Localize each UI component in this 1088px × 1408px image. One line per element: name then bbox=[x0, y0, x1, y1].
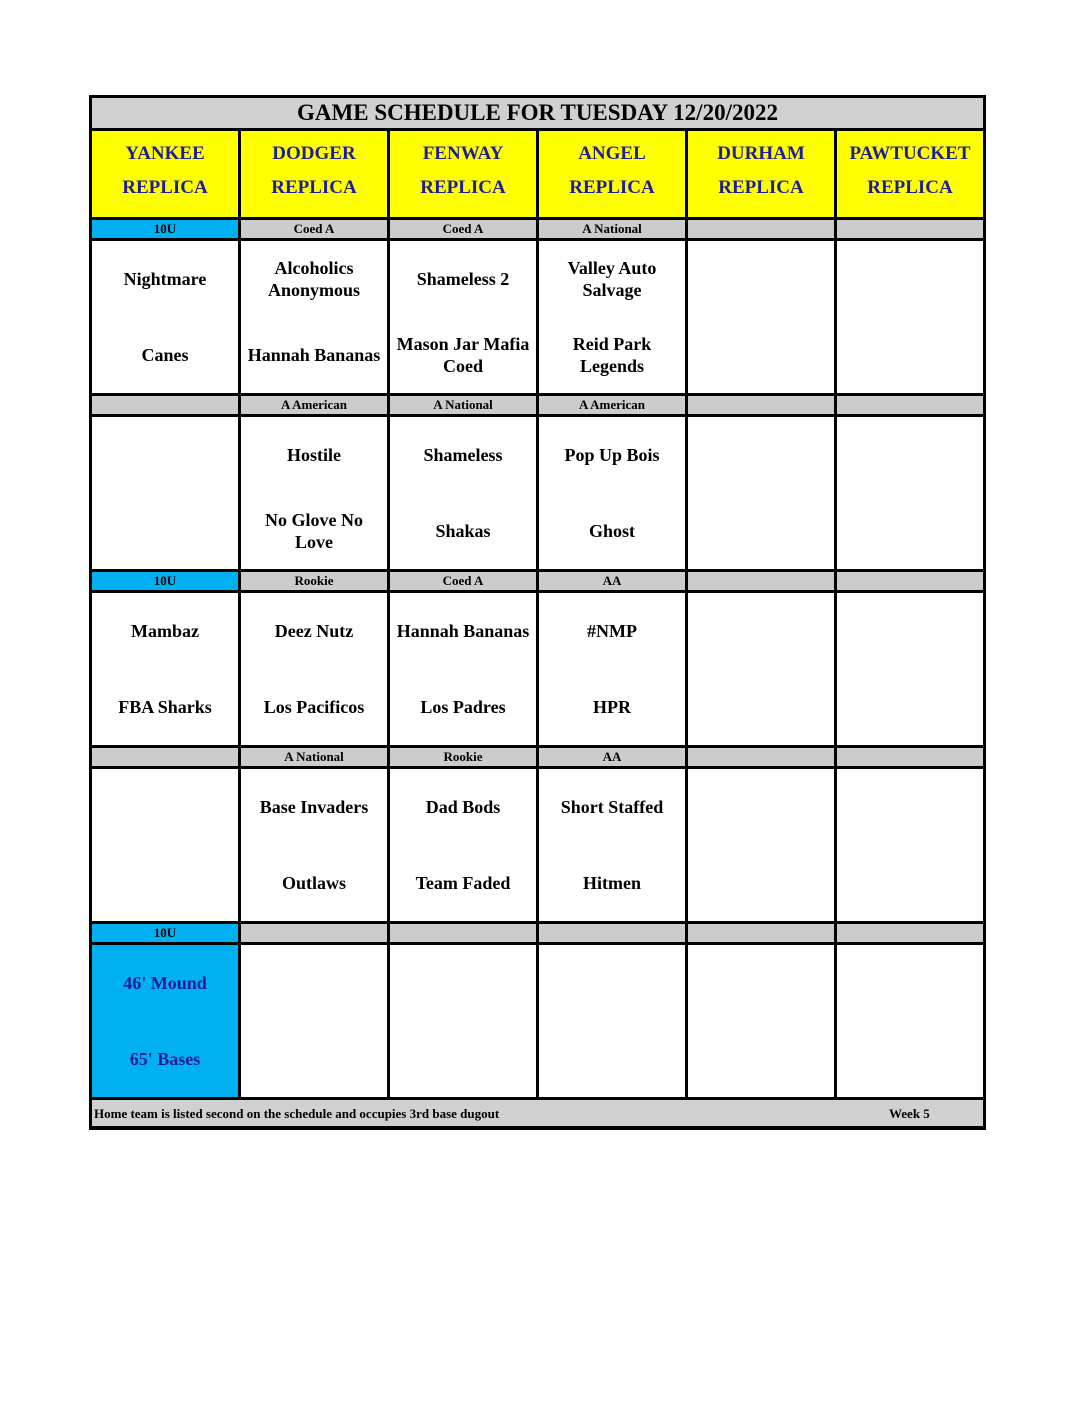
home-team bbox=[92, 845, 238, 921]
field-header-angel bbox=[539, 131, 685, 217]
division-label: 10U bbox=[92, 924, 238, 942]
game-cell bbox=[539, 417, 685, 569]
division-label bbox=[92, 396, 238, 414]
home-team: No Glove No Love bbox=[265, 510, 363, 552]
division-label: 10U bbox=[92, 572, 238, 590]
division-label: A American bbox=[539, 396, 685, 414]
division-row bbox=[92, 396, 983, 414]
away-team bbox=[837, 417, 983, 493]
field-sub: REPLICA bbox=[569, 177, 655, 198]
division-row bbox=[92, 220, 983, 238]
division-label: A National bbox=[390, 396, 536, 414]
division-label bbox=[837, 220, 983, 238]
base-distance: 65' Bases bbox=[129, 1049, 201, 1069]
division-label bbox=[688, 572, 834, 590]
home-team bbox=[688, 1021, 834, 1097]
game-cell bbox=[390, 417, 536, 569]
away-team: Shameless 2 bbox=[416, 269, 510, 289]
away-team: Pop Up Bois bbox=[564, 445, 660, 465]
division-label: Rookie bbox=[241, 572, 387, 590]
game-cell bbox=[241, 417, 387, 569]
home-team: Hannah Bananas bbox=[247, 345, 381, 365]
game-cell bbox=[390, 769, 536, 921]
field-header-pawtucket bbox=[837, 131, 983, 217]
game-cell bbox=[241, 593, 387, 745]
home-team bbox=[688, 845, 834, 921]
division-label bbox=[241, 924, 387, 942]
home-team bbox=[688, 669, 834, 745]
division-row bbox=[92, 572, 983, 590]
away-team: Shameless bbox=[423, 445, 503, 465]
game-cell bbox=[837, 769, 983, 921]
game-cell bbox=[688, 945, 834, 1097]
field-header-fenway bbox=[390, 131, 536, 217]
game-cell bbox=[241, 769, 387, 921]
game-cell bbox=[241, 241, 387, 393]
away-team: Short Staffed bbox=[560, 797, 664, 817]
away-team bbox=[837, 769, 983, 845]
division-label bbox=[837, 748, 983, 766]
home-team bbox=[539, 1021, 685, 1097]
field-dimensions-cell bbox=[92, 945, 238, 1097]
week-label: Week 5 bbox=[889, 1106, 930, 1121]
division-label: A National bbox=[539, 220, 685, 238]
away-team bbox=[688, 593, 834, 669]
division-label: AA bbox=[539, 748, 685, 766]
away-team: Hannah Bananas bbox=[396, 621, 530, 641]
field-name: PAWTUCKET bbox=[849, 143, 971, 164]
division-label bbox=[688, 748, 834, 766]
division-label bbox=[688, 924, 834, 942]
home-team: Mason Jar Mafia Coed bbox=[396, 334, 530, 376]
game-cell bbox=[688, 593, 834, 745]
home-team bbox=[241, 1021, 387, 1097]
game-cell bbox=[837, 241, 983, 393]
games-row bbox=[92, 241, 983, 393]
home-team bbox=[688, 317, 834, 393]
division-label bbox=[539, 924, 685, 942]
division-label bbox=[688, 396, 834, 414]
away-team: Hostile bbox=[287, 445, 341, 465]
home-team: Shakas bbox=[435, 521, 491, 541]
away-team: Deez Nutz bbox=[274, 621, 354, 641]
home-team: Los Pacificos bbox=[263, 697, 365, 717]
field-name: DURHAM bbox=[717, 143, 805, 164]
away-team bbox=[837, 945, 983, 1021]
home-team bbox=[837, 317, 983, 393]
game-cell bbox=[688, 417, 834, 569]
home-team: Los Padres bbox=[420, 697, 506, 717]
game-cell bbox=[92, 593, 238, 745]
away-team bbox=[688, 769, 834, 845]
game-cell bbox=[241, 945, 387, 1097]
away-team bbox=[688, 241, 834, 317]
division-label bbox=[688, 220, 834, 238]
game-cell bbox=[837, 945, 983, 1097]
home-team bbox=[837, 1021, 983, 1097]
home-team: Outlaws bbox=[281, 873, 346, 893]
away-team bbox=[92, 769, 238, 845]
division-row bbox=[92, 924, 983, 942]
away-team: Valley Auto Salvage bbox=[567, 258, 657, 300]
field-header-durham bbox=[688, 131, 834, 217]
field-header-yankee bbox=[92, 131, 238, 217]
division-label bbox=[837, 572, 983, 590]
field-sub: REPLICA bbox=[271, 177, 357, 198]
division-row bbox=[92, 748, 983, 766]
game-cell bbox=[539, 945, 685, 1097]
game-cell bbox=[837, 593, 983, 745]
game-cell bbox=[92, 241, 238, 393]
division-label: Rookie bbox=[390, 748, 536, 766]
division-label bbox=[837, 924, 983, 942]
home-team: Canes bbox=[141, 345, 189, 365]
game-cell bbox=[837, 417, 983, 569]
away-team bbox=[837, 241, 983, 317]
games-row bbox=[92, 945, 983, 1097]
away-team bbox=[390, 945, 536, 1021]
home-team: Ghost bbox=[588, 521, 635, 541]
field-sub: REPLICA bbox=[420, 177, 506, 198]
division-label bbox=[837, 396, 983, 414]
away-team: Base Invaders bbox=[259, 797, 369, 817]
games-row bbox=[92, 593, 983, 745]
division-label bbox=[92, 748, 238, 766]
games-row bbox=[92, 417, 983, 569]
field-sub: REPLICA bbox=[122, 177, 208, 198]
home-team bbox=[837, 493, 983, 569]
division-label: Coed A bbox=[390, 572, 536, 590]
home-team: Hitmen bbox=[583, 873, 641, 893]
field-name: FENWAY bbox=[422, 143, 504, 164]
game-cell bbox=[539, 769, 685, 921]
footer-bar bbox=[92, 1100, 983, 1126]
division-label: A National bbox=[241, 748, 387, 766]
game-cell bbox=[539, 241, 685, 393]
home-team bbox=[92, 493, 238, 569]
home-team: Team Faded bbox=[415, 873, 511, 893]
division-label: AA bbox=[539, 572, 685, 590]
field-name: YANKEE bbox=[125, 143, 205, 164]
game-cell bbox=[390, 593, 536, 745]
mound-distance: 46' Mound bbox=[123, 973, 207, 993]
field-sub: REPLICA bbox=[867, 177, 953, 198]
schedule-title: GAME SCHEDULE FOR TUESDAY 12/20/2022 bbox=[92, 98, 983, 128]
away-team: Mambaz bbox=[131, 621, 199, 641]
away-team bbox=[837, 593, 983, 669]
division-label: Coed A bbox=[241, 220, 387, 238]
home-team: FBA Sharks bbox=[118, 697, 212, 717]
home-team bbox=[837, 845, 983, 921]
home-team bbox=[837, 669, 983, 745]
division-label: 10U bbox=[92, 220, 238, 238]
away-team bbox=[92, 417, 238, 493]
division-label bbox=[390, 924, 536, 942]
away-team: Nightmare bbox=[123, 269, 207, 289]
home-team-note: Home team is listed second on the schedule and occupies 3rd base dugout bbox=[94, 1106, 500, 1121]
field-sub: REPLICA bbox=[718, 177, 804, 198]
field-name: DODGER bbox=[272, 143, 356, 164]
game-cell bbox=[539, 593, 685, 745]
away-team bbox=[539, 945, 685, 1021]
home-team bbox=[390, 1021, 536, 1097]
away-team: Alcoholics Anonymous bbox=[267, 258, 361, 300]
home-team bbox=[688, 493, 834, 569]
away-team bbox=[241, 945, 387, 1021]
home-team: Reid Park Legends bbox=[572, 334, 652, 376]
home-team: HPR bbox=[593, 697, 631, 717]
division-label: Coed A bbox=[390, 220, 536, 238]
game-cell bbox=[688, 241, 834, 393]
division-label: A American bbox=[241, 396, 387, 414]
game-cell bbox=[92, 769, 238, 921]
game-cell bbox=[390, 945, 536, 1097]
game-cell bbox=[92, 417, 238, 569]
field-header-dodger bbox=[241, 131, 387, 217]
field-name: ANGEL bbox=[578, 143, 646, 164]
away-team bbox=[688, 417, 834, 493]
schedule-sheet bbox=[89, 95, 986, 1130]
game-cell bbox=[390, 241, 536, 393]
game-cell bbox=[688, 769, 834, 921]
field-header-row bbox=[92, 131, 983, 217]
away-team: #NMP bbox=[587, 621, 637, 641]
away-team bbox=[688, 945, 834, 1021]
away-team: Dad Bods bbox=[425, 797, 501, 817]
games-row bbox=[92, 769, 983, 921]
